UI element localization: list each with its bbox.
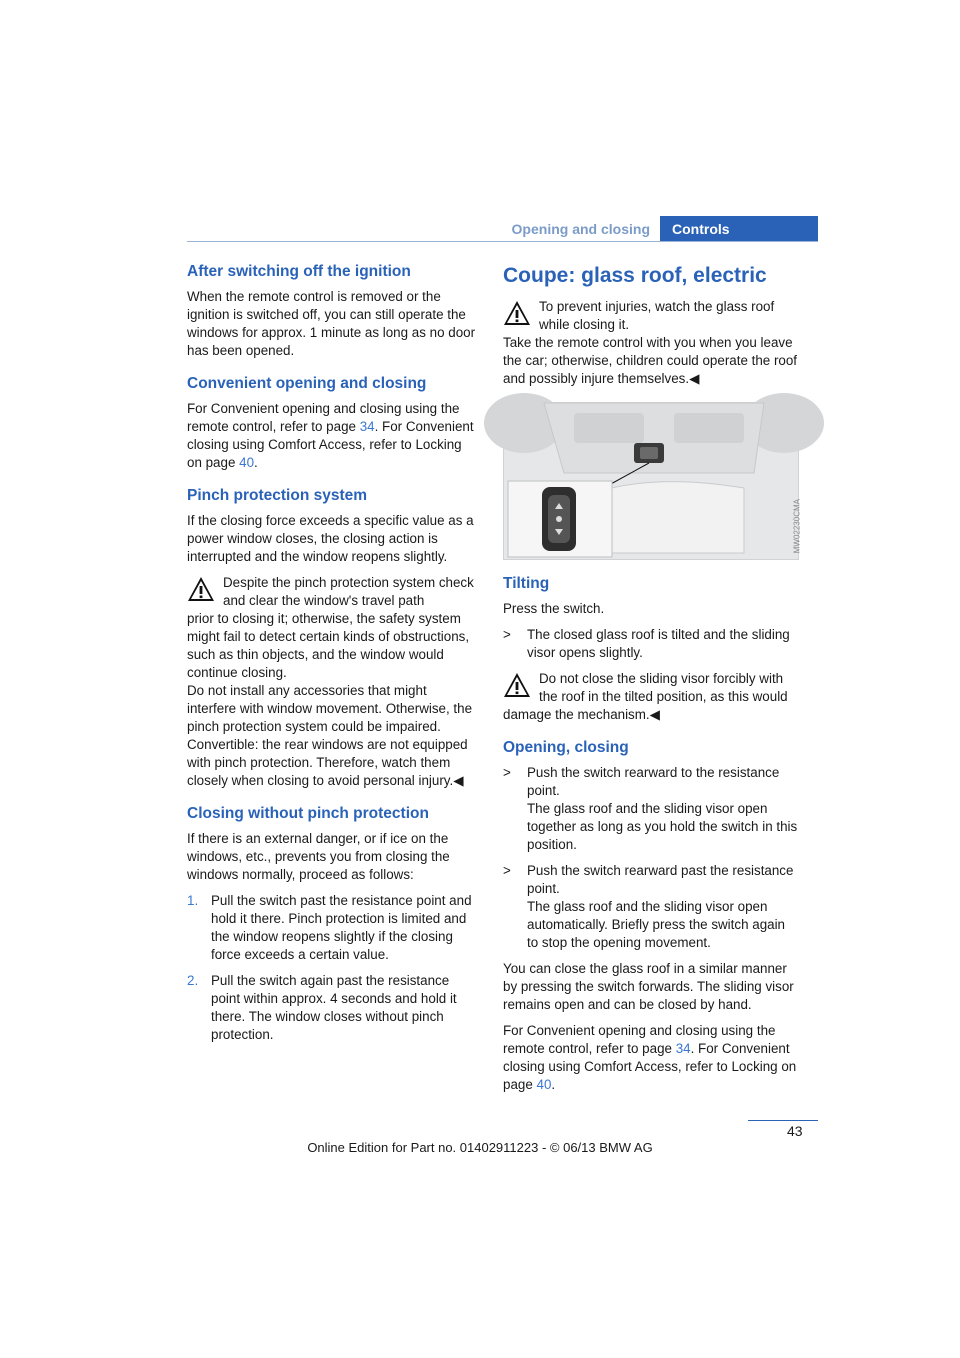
heading-opening-closing: Opening, closing <box>503 739 629 756</box>
page-link-40[interactable]: 40 <box>536 1077 552 1092</box>
page-number: 43 <box>787 1123 803 1139</box>
heading-after-ignition: After switching off the ignition <box>187 263 411 280</box>
para-convenient: For Convenient opening and closing using the remote control, refer to page 34. For Convenient closing using Comfort Access, refer to Locking on page 40. <box>187 401 474 470</box>
para-tilting: Press the switch. <box>503 601 605 616</box>
end-mark: ◀ <box>649 707 660 722</box>
para-pinch-protection: If the closing force exceeds a specific value as a power window closes, the closing action is interrupted and the window reopens slightly. <box>187 513 474 564</box>
end-mark: ◀ <box>689 371 700 386</box>
warning-triangle-icon <box>187 576 215 602</box>
list-item: > Push the switch rearward past the resistance point. The glass roof and the sliding visor open automatically. Briefly press the switch again to stop the opening movement. <box>503 863 794 950</box>
para-after-ignition: When the remote control is removed or the ignition is switched off, you can still operate the windows for approx. 1 minute as long as no door has been opened. <box>187 289 476 358</box>
para-closing-without-pinch: If there is an external danger, or if ice on the windows, etc., prevents you from closing the windows normally, proceed as follows: <box>187 831 450 882</box>
warning-pinch: Despite the pinch protection system check and clear the window's travel path prior to closing it; otherwise, the safety system might fail to detect certain kinds of obstructions, such as thin objects, and the window would continue closing. Do not install any accessories that might interfere with window movement. Otherwise, the pinch protection system could be impaired. Convertible: the rear windows are not equipped with pinch protection. Therefore, watch them closely when closing to avoid personal injury.◀ <box>187 575 474 788</box>
list-item: > Push the switch rearward to the resistance point. The glass roof and the sliding visor open together as long as you hold the switch in this position. <box>503 765 798 852</box>
right-column <box>503 262 799 1102</box>
heading-pinch-protection: Pinch protection system <box>187 487 368 504</box>
glass-roof-switch-figure <box>503 402 799 560</box>
header-rule <box>187 241 818 242</box>
list-item: > The closed glass roof is tilted and the sliding visor opens slightly. <box>503 627 790 660</box>
heading-closing-without-pinch: Closing without pinch protection <box>187 805 429 822</box>
warning-glass-roof: To prevent injuries, watch the glass roof while closing it. Take the remote control with you when you leave the car; otherwise, children could operate the roof and possibly injure themselves.◀ <box>503 299 798 386</box>
heading-glass-roof: Coupe: glass roof, electric <box>503 264 767 287</box>
page-link-34[interactable]: 34 <box>359 419 375 434</box>
left-column <box>187 262 479 1052</box>
heading-tilting: Tilting <box>503 575 550 592</box>
warning-sliding-visor: Do not close the sliding visor forcibly with the roof in the tilted position, as this would damage the mechanism.◀ <box>503 671 788 722</box>
list-item: 1. Pull the switch past the resistance point and hold it there. Pinch protection is limited and the window reopens slightly if the closing force exceeds a certain value. <box>187 893 472 962</box>
warning-triangle-icon <box>503 300 531 326</box>
roof-console-illustration <box>504 403 798 559</box>
page-link-40[interactable]: 40 <box>239 455 255 470</box>
end-mark: ◀ <box>453 773 464 788</box>
header-chapter-tab: Controls <box>660 216 818 242</box>
list-item: 2. Pull the switch again past the resistance point within approx. 4 seconds and hold it there. The window closes without pinch protection. <box>187 973 457 1042</box>
warning-triangle-icon <box>503 672 531 698</box>
heading-convenient: Convenient opening and closing <box>187 375 427 392</box>
page-link-34[interactable]: 34 <box>675 1041 691 1056</box>
para-close-forwards: You can close the glass roof in a similar manner by pressing the switch forwards. The sliding visor remains open and can be closed by hand. <box>503 961 794 1012</box>
page-number-rule <box>748 1120 818 1121</box>
para-convenient-roof: For Convenient opening and closing using the remote control, refer to page 34. For Convenient closing using Comfort Access, refer to Locking on page 40. <box>503 1023 797 1092</box>
figure-code: MW02230CMA <box>792 499 801 554</box>
header-section-title: Opening and closing <box>511 221 650 237</box>
footer-edition: Online Edition for Part no. 01402911223 - © 06/13 BMW AG <box>307 1140 653 1155</box>
